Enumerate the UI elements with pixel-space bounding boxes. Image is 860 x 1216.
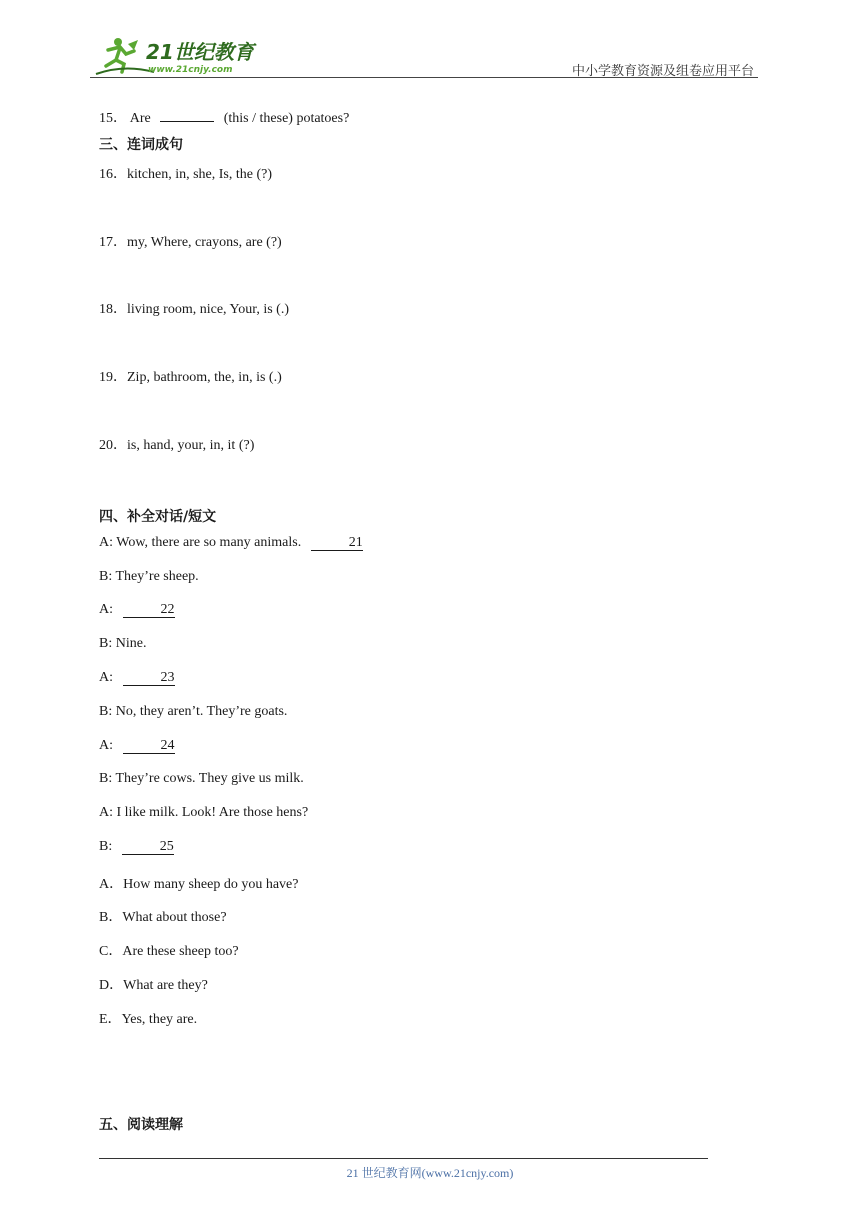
option-a [99, 873, 298, 893]
page-header [90, 30, 758, 78]
header-platform-text: 中小学教育资源及组卷应用平台 [571, 63, 754, 78]
dialog-text: A: I like milk. Look! Are those hens? [99, 805, 309, 820]
option-text: Are these sheep too? [122, 944, 239, 959]
section-title-5: 五、阅读理解 [99, 1117, 183, 1133]
dialog-text: A: Wow, there are so many animals. [99, 535, 302, 550]
option-text: What are they? [123, 978, 208, 993]
question-text: my, Where, crayons, are (?) [127, 235, 282, 250]
section-title-3: 三、连词成句 [99, 137, 183, 153]
question-text: kitchen, in, she, Is, the (?) [127, 167, 273, 182]
question-16 [99, 163, 272, 183]
option-e [99, 1008, 197, 1028]
question-text: is, hand, your, in, it (?) [127, 438, 255, 453]
question-20 [99, 434, 254, 454]
option-label: B． [99, 910, 123, 925]
footer-divider [99, 1158, 708, 1159]
answer-blank[interactable]: 25 [122, 840, 174, 855]
dialog-text: A: [99, 738, 113, 753]
logo [94, 34, 264, 76]
question-15 [99, 107, 349, 127]
option-text: How many sheep do you have? [123, 877, 299, 892]
question-number: 15． [99, 111, 127, 126]
answer-blank[interactable] [160, 121, 214, 122]
option-label: D． [99, 978, 124, 993]
option-label: C． [99, 944, 123, 959]
dialog-line [99, 839, 174, 855]
option-text: What about those? [122, 910, 227, 925]
dialog-line [99, 670, 175, 686]
dialog-line [99, 738, 175, 754]
dialog-line [99, 602, 175, 618]
dialog-text: B: [99, 839, 113, 854]
dialog-line [99, 569, 199, 585]
question-number: 18． [99, 302, 127, 317]
option-text: Yes, they are. [121, 1012, 198, 1027]
dialog-line [99, 704, 287, 720]
question-number: 17． [99, 235, 127, 250]
dialog-text: B: No, they aren’t. They’re goats. [99, 704, 288, 719]
logo-url: www.21cnjy.com [148, 65, 233, 75]
question-post: (this / these) potatoes? [223, 111, 350, 126]
question-number: 20． [99, 438, 127, 453]
dialog-text: A: [99, 602, 113, 617]
question-19 [99, 366, 282, 386]
dialog-line [99, 636, 146, 652]
option-c [99, 940, 239, 960]
option-d [99, 974, 208, 994]
question-number: 19． [99, 370, 127, 385]
dialog-text: B: They’re sheep. [99, 569, 199, 584]
dialog-line [99, 805, 308, 821]
header-divider [90, 77, 758, 78]
answer-blank[interactable]: 21 [311, 536, 363, 551]
option-label: A． [99, 877, 124, 892]
question-number: 16． [99, 167, 127, 182]
option-b [99, 906, 227, 926]
section-title-4: 四、补全对话/短文 [99, 509, 217, 525]
question-text: living room, nice, Your, is (.) [127, 302, 289, 317]
question-18 [99, 298, 289, 318]
footer-text[interactable]: 21 世纪教育网(www.21cnjy.com) [346, 1166, 514, 1180]
dialog-text: B: They’re cows. They give us milk. [99, 771, 304, 786]
option-label: E． [99, 1012, 122, 1027]
question-17 [99, 231, 282, 251]
question-pre: Are [129, 111, 151, 126]
dialog-line [99, 771, 304, 787]
dialog-line [99, 535, 363, 551]
answer-blank[interactable]: 23 [123, 671, 175, 686]
dialog-text: A: [99, 670, 113, 685]
dialog-text: B: Nine. [99, 636, 147, 651]
answer-blank[interactable]: 24 [123, 739, 175, 754]
answer-blank[interactable]: 22 [123, 603, 175, 618]
question-text: Zip, bathroom, the, in, is (.) [127, 370, 282, 385]
logo-text: 21世纪教育 [146, 40, 254, 64]
